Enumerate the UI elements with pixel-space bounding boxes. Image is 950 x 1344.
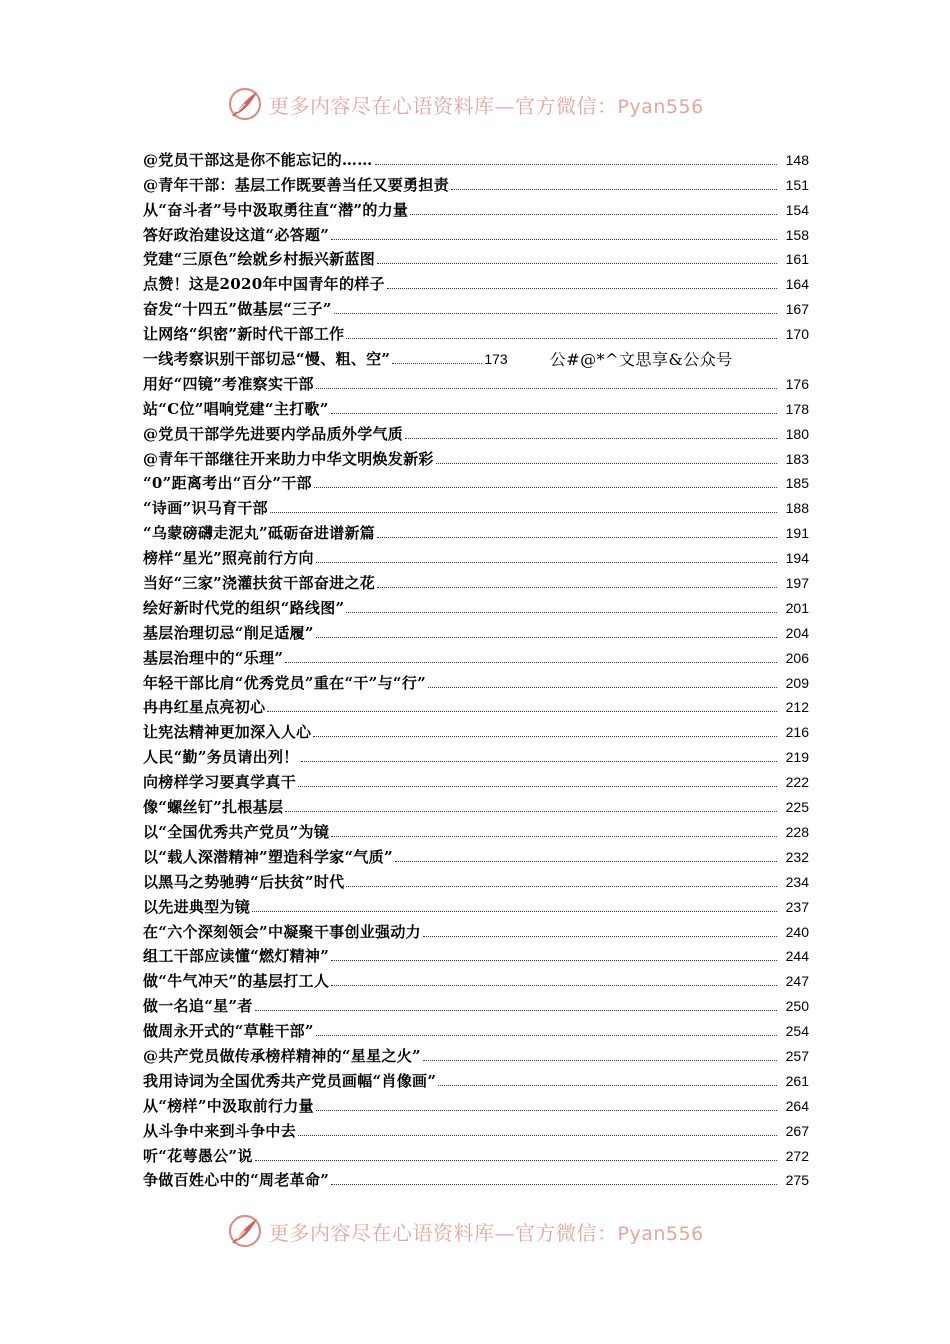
toc-entry-page: 222 — [785, 774, 809, 791]
dot-leader — [313, 735, 777, 737]
header-banner — [227, 84, 747, 124]
toc-entry-title: 向榜样学习要真学真干 — [143, 773, 297, 792]
toc-entry-title: “诗画”识马育干部 — [143, 499, 268, 518]
toc-entry-page: 267 — [785, 1122, 809, 1139]
toc-entry[interactable] — [143, 617, 809, 642]
dot-leader — [395, 860, 777, 862]
toc-entry-page: 261 — [785, 1072, 809, 1089]
dot-leader — [331, 959, 777, 961]
toc-entry-title: 以先进典型为镜 — [143, 897, 251, 916]
toc-entry[interactable] — [143, 368, 809, 393]
dot-leader — [255, 1159, 777, 1161]
toc-entry[interactable] — [143, 1140, 809, 1165]
toc-entry-page: 148 — [785, 151, 809, 168]
toc-entry-title: 一线考察识别干部切忌“慢、粗、空” — [143, 350, 391, 369]
dot-leader — [331, 238, 777, 240]
toc-entry-title: @青年干部继往开来助力中华文明焕发新彩 — [143, 449, 434, 468]
toc-entry[interactable] — [143, 343, 809, 368]
toc-entry[interactable] — [143, 1015, 809, 1040]
toc-entry-page: 154 — [785, 201, 809, 218]
toc-entry-page: 151 — [785, 176, 809, 193]
toc-entry-title: @青年干部：基层工作既要善当任又要勇担责 — [143, 175, 450, 194]
toc-entry-title: 以“全国优秀共产党员”为镜 — [143, 822, 330, 841]
toc-entry[interactable] — [143, 642, 809, 667]
dot-leader — [301, 760, 777, 762]
toc-entry-page: 272 — [785, 1147, 809, 1164]
dot-leader — [334, 312, 777, 314]
toc-entry-title: 当好“三家”浇灌扶贫干部奋进之花 — [143, 574, 376, 593]
toc-entry[interactable] — [143, 393, 809, 418]
toc-entry-title: 基层治理切忌“削足适履” — [143, 623, 314, 642]
dot-leader — [405, 437, 777, 439]
toc-entry-title: 组工干部应读懂“燃灯精神” — [143, 947, 330, 966]
toc-entry-page: 158 — [785, 226, 809, 243]
toc-entry-title: 以“载人深潜精神”塑造科学家“气质” — [143, 847, 393, 866]
toc-entry[interactable] — [143, 716, 809, 741]
toc-entry[interactable] — [143, 965, 809, 990]
toc-entry-page: 191 — [785, 525, 809, 542]
dot-leader — [298, 785, 777, 787]
toc-entry-title: 年轻干部比肩“优秀党员”重在“干”与“行” — [143, 673, 427, 692]
toc-entry-page: 250 — [785, 998, 809, 1015]
dot-leader — [451, 188, 777, 190]
dot-leader — [346, 337, 777, 339]
toc-entry-page: 167 — [785, 301, 809, 318]
dot-leader — [267, 710, 777, 712]
toc-entry[interactable] — [143, 318, 809, 343]
toc-entry[interactable] — [143, 567, 809, 592]
toc-entry[interactable] — [143, 1165, 809, 1190]
toc-entry[interactable] — [143, 990, 809, 1015]
toc-entry-title: 点赞！这是2020年中国青年的样子 — [143, 275, 385, 294]
toc-entry-page: 228 — [785, 823, 809, 840]
toc-entry-title: 从斗争中来到斗争中去 — [143, 1121, 297, 1140]
toc-entry[interactable] — [143, 841, 809, 866]
toc-entry[interactable] — [143, 741, 809, 766]
watermark-text: 公#@*^文思享&公众号 — [549, 350, 733, 370]
dot-leader — [331, 984, 777, 986]
toc-entry[interactable] — [143, 891, 809, 916]
toc-entry[interactable] — [143, 169, 809, 194]
toc-entry[interactable] — [143, 941, 809, 966]
dot-leader — [255, 1009, 777, 1011]
toc-entry[interactable] — [143, 791, 809, 816]
toc-entry-page: 257 — [785, 1047, 809, 1064]
toc-entry-title: 让宪法精神更加深入人心 — [143, 723, 312, 742]
dot-leader — [270, 511, 777, 513]
toc-entry[interactable] — [143, 866, 809, 891]
toc-entry-page: 183 — [785, 450, 809, 467]
toc-entry-page: 244 — [785, 948, 809, 965]
toc-entry-page: 212 — [785, 699, 809, 716]
toc-entry-page: 225 — [785, 799, 809, 816]
toc-entry[interactable] — [143, 592, 809, 617]
toc-entry[interactable] — [143, 418, 809, 443]
quill-pen-logo-icon — [227, 86, 263, 122]
toc-entry-title: 做“牛气冲天”的基层打工人 — [143, 972, 330, 991]
dot-leader — [438, 1084, 777, 1086]
toc-entry-title: @党员干部学先进要内学品质外学气质 — [143, 424, 404, 443]
toc-entry-title: @党员干部这是你不能忘记的…… — [143, 150, 373, 169]
toc-entry[interactable] — [143, 293, 809, 318]
table-of-contents — [143, 144, 809, 1189]
dot-leader — [346, 885, 777, 887]
toc-entry-page: 173 — [484, 351, 508, 368]
toc-entry-title: 做周永开式的“草鞋干部” — [143, 1022, 314, 1041]
toc-entry[interactable] — [143, 1090, 809, 1115]
toc-entry[interactable] — [143, 144, 809, 169]
dot-leader — [377, 536, 777, 538]
toc-entry-title: 让网络“织密”新时代干部工作 — [143, 325, 345, 344]
toc-entry[interactable] — [143, 194, 809, 219]
dot-leader — [316, 561, 777, 563]
banner-text: 更多内容尽在心语资料库—官方微信：Pyan556 — [269, 1220, 704, 1245]
toc-entry[interactable] — [143, 517, 809, 542]
dot-leader — [423, 1059, 777, 1061]
toc-entry-page: 176 — [785, 375, 809, 392]
toc-entry-title: 人民“勤”务员请出列！ — [143, 748, 299, 767]
wechat-id: Pyan556 — [617, 95, 704, 118]
toc-entry[interactable] — [143, 667, 809, 692]
dot-leader — [387, 287, 777, 289]
toc-entry-title: 从“榜样”中汲取前行力量 — [143, 1096, 314, 1115]
toc-entry-page: 185 — [785, 475, 809, 492]
toc-entry[interactable] — [143, 916, 809, 941]
toc-entry-title: 像“螺丝钉”扎根基层 — [143, 798, 284, 817]
toc-entry-title: 党建“三原色”绘就乡村振兴新蓝图 — [143, 250, 376, 269]
toc-entry[interactable] — [143, 492, 809, 517]
toc-entry-page: 201 — [785, 599, 809, 616]
dot-leader — [375, 163, 777, 165]
toc-entry[interactable] — [143, 542, 809, 567]
toc-entry-title: 争做百姓心中的“周老革命” — [143, 1171, 330, 1190]
dot-leader — [331, 835, 777, 837]
wechat-id: Pyan556 — [617, 1222, 704, 1245]
toc-entry[interactable] — [143, 816, 809, 841]
toc-entry-page: 234 — [785, 873, 809, 890]
dot-leader — [285, 810, 777, 812]
toc-entry-title: 奋发“十四五”做基层“三子” — [143, 300, 332, 319]
toc-entry[interactable] — [143, 1065, 809, 1090]
toc-entry-page: 164 — [785, 276, 809, 293]
toc-entry-title: 冉冉红星点亮初心 — [143, 698, 266, 717]
toc-entry-title: 听“花萼愚公”说 — [143, 1146, 253, 1165]
toc-entry[interactable] — [143, 443, 809, 468]
dot-leader — [392, 362, 482, 364]
toc-entry-page: 204 — [785, 624, 809, 641]
dot-leader — [428, 686, 777, 688]
toc-entry-title: “乌蒙磅礴走泥丸”砥砺奋进谱新篇 — [143, 524, 376, 543]
toc-entry-title: 从“奋斗者”号中汲取勇往直“潜”的力量 — [143, 200, 409, 219]
dot-leader — [316, 1034, 777, 1036]
toc-entry-page: 209 — [785, 674, 809, 691]
toc-entry[interactable] — [143, 766, 809, 791]
toc-entry-title: 我用诗词为全国优秀共产党员画幅“肖像画” — [143, 1071, 437, 1090]
toc-entry-page: 178 — [785, 400, 809, 417]
dot-leader — [377, 586, 777, 588]
dot-leader — [436, 462, 777, 464]
toc-entry-page: 194 — [785, 550, 809, 567]
toc-entry[interactable] — [143, 244, 809, 269]
toc-entry-title: 基层治理中的“乐理” — [143, 648, 284, 667]
toc-entry[interactable] — [143, 692, 809, 717]
toc-entry-page: 206 — [785, 649, 809, 666]
toc-entry[interactable] — [143, 219, 809, 244]
toc-entry-title: 做一名追“星”者 — [143, 997, 253, 1016]
toc-entry-title: @共产党员做传承榜样精神的“星星之火” — [143, 1046, 421, 1065]
dot-leader — [377, 262, 777, 264]
toc-entry-page: 170 — [785, 326, 809, 343]
dot-leader — [316, 1109, 777, 1111]
dot-leader — [423, 935, 777, 937]
toc-entry-page: 197 — [785, 575, 809, 592]
toc-entry-title: “0”距离考出“百分”干部 — [143, 474, 312, 493]
dot-leader — [252, 910, 777, 912]
dot-leader — [331, 412, 777, 414]
toc-entry-title: 用好“四镜”考准察实干部 — [143, 374, 314, 393]
toc-entry[interactable] — [143, 268, 809, 293]
quill-pen-logo-icon — [227, 1213, 263, 1249]
dot-leader — [410, 213, 777, 215]
dot-leader — [331, 1183, 777, 1185]
toc-entry-title: 榜样“星光”照亮前行方向 — [143, 549, 314, 568]
toc-entry[interactable] — [143, 1040, 809, 1065]
banner-text: 更多内容尽在心语资料库—官方微信：Pyan556 — [269, 93, 704, 118]
dot-leader — [314, 486, 777, 488]
toc-entry-page: 254 — [785, 1023, 809, 1040]
toc-entry-page: 232 — [785, 848, 809, 865]
toc-entry-page: 275 — [785, 1172, 809, 1189]
toc-entry-page: 240 — [785, 923, 809, 940]
toc-entry-title: 站“C位”唱响党建“主打歌” — [143, 399, 329, 418]
dot-leader — [285, 661, 777, 663]
footer-banner — [227, 1211, 747, 1251]
toc-entry-page: 247 — [785, 973, 809, 990]
toc-entry[interactable] — [143, 468, 809, 493]
dot-leader — [298, 1134, 777, 1136]
toc-entry-page: 219 — [785, 749, 809, 766]
dot-leader — [346, 611, 777, 613]
toc-entry-page: 161 — [785, 251, 809, 268]
toc-entry-page: 216 — [785, 724, 809, 741]
toc-entry-title: 以黑马之势驰骋“后扶贫”时代 — [143, 872, 345, 891]
toc-entry-title: 答好政治建设这道“必答题” — [143, 225, 330, 244]
toc-entry-page: 180 — [785, 425, 809, 442]
dot-leader — [316, 387, 777, 389]
dot-leader — [316, 636, 777, 638]
toc-entry-page: 237 — [785, 898, 809, 915]
toc-entry-title: 绘好新时代党的组织“路线图” — [143, 598, 345, 617]
toc-entry-page: 188 — [785, 500, 809, 517]
toc-entry-page: 264 — [785, 1097, 809, 1114]
toc-entry-title: 在“六个深刻领会”中凝聚干事创业强动力 — [143, 922, 421, 941]
toc-entry[interactable] — [143, 1115, 809, 1140]
